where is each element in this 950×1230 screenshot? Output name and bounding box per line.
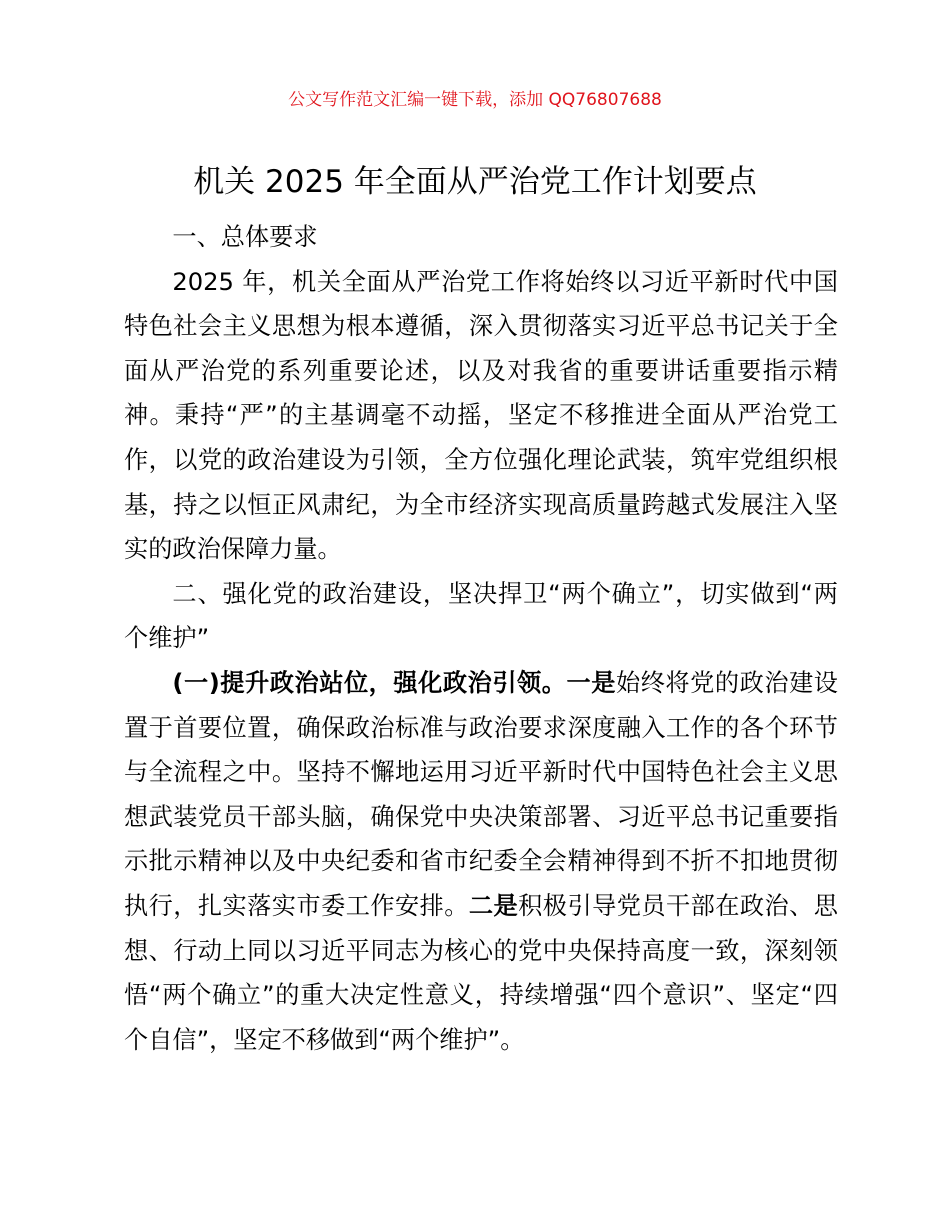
section-heading-2: 二、强化党的政治建设，坚决捍卫“两个确立”，切实做到“两个维护” (124, 579, 838, 653)
paragraph-2 (124, 661, 838, 1062)
paragraph-2-part-2: 积极引导党员干部在政治、思想、行动上同以习近平同志为核心的党中央保持高度一致，深刻领悟“两个确立”的重大决定性意义，持续增强“四个意识”、坚定“四个自信”，坚定不移做到“两个维护”。 (124, 891, 838, 1054)
paragraph-2-part-1: 始终将党的政治建设置于首要位置，确保政治标准与政治要求深度融入工作的各个环节与全流程之中。坚持不懈地运用习近平新时代中国特色社会主义思想武装党员干部头脑，确保党中央决策部署、习近平总书记重要指示批示精神以及中央纪委和省市纪委全会精神得到不折不扣地贯彻执行，扎实落实市委工作安排。 (124, 668, 838, 920)
download-banner (0, 88, 950, 112)
paragraph-2-bold-mid: 二是 (468, 891, 519, 920)
page-title: 机关 2025 年全面从严治党工作计划要点 (193, 164, 757, 200)
banner-text: 公文写作范文汇编一键下载，添加 QQ76807688 (288, 90, 662, 110)
paragraph-2-bold-lead: (一)提升政治站位，强化政治引领。一是 (172, 668, 616, 697)
section-heading-1: 一、总体要求 (172, 223, 318, 251)
paragraph-1: 2025 年，机关全面从严治党工作将始终以习近平新时代中国特色社会主义思想为根本遵循，深入贯彻落实习近平总书记关于全面从严治党的系列重要论述，以及对我省的重要讲话重要指示精神。秉持“严”的主基调毫不动摇，坚定不移推进全面从严治党工作，以党的政治建设为引领，全方位强化理论武装，筑牢党组织根基，持之以恒正风肃纪，为全市经济实现高质量跨越式发展注入坚实的政治保障力量。 (124, 267, 838, 564)
document-body (124, 215, 838, 1062)
